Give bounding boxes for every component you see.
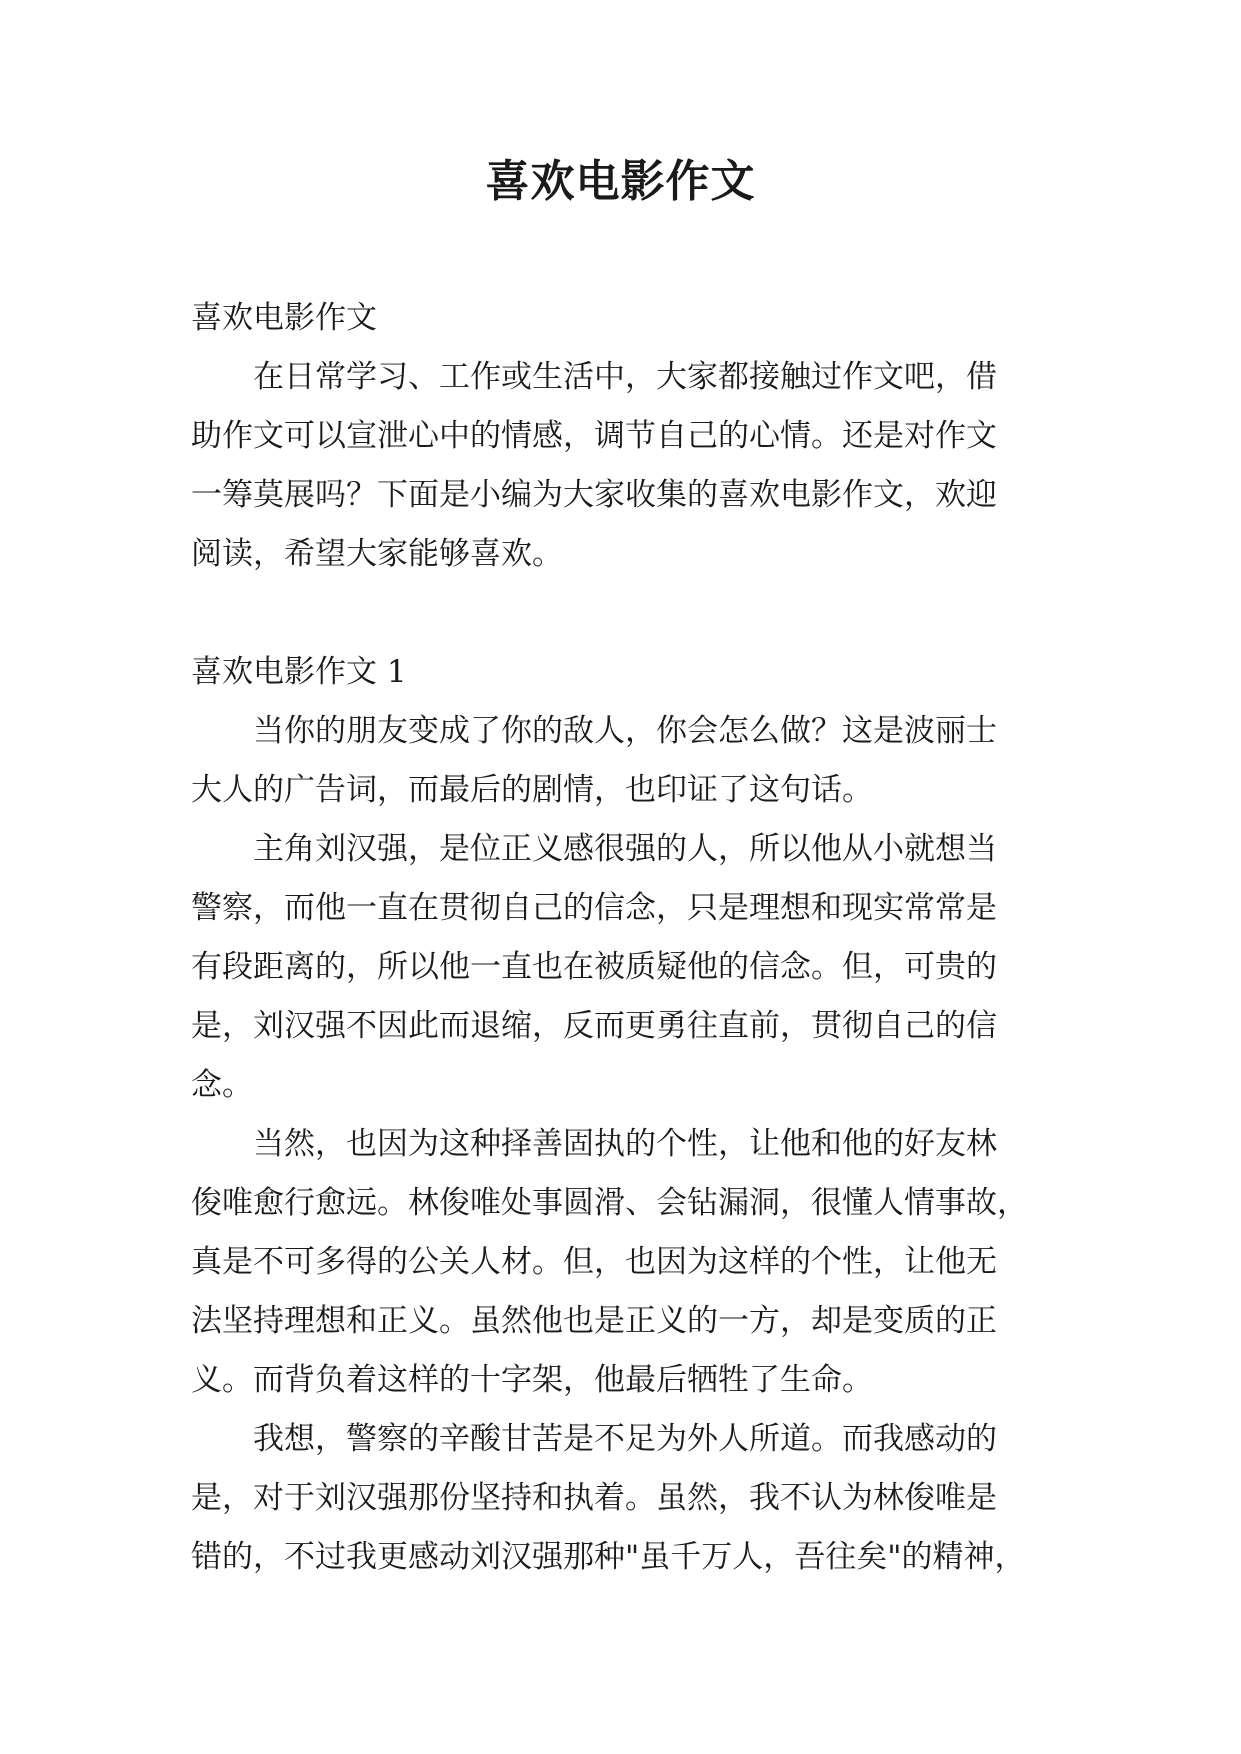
text-line: 法坚持理想和正义。虽然他也是正义的一方，却是变质的正 [191, 1303, 997, 1339]
text-line: 一筹莫展吗？下面是小编为大家收集的喜欢电影作文，欢迎 [191, 477, 997, 513]
text-line: 义。而背负着这样的十字架，他最后牺牲了生命。 [191, 1362, 873, 1398]
text-line: 是，对于刘汉强那份坚持和执着。虽然，我不认为林俊唯是 [191, 1480, 997, 1516]
text-line: 念。 [191, 1067, 253, 1103]
section-heading-essay-1: 喜欢电影作文 1 [191, 654, 407, 690]
text-line: 当你的朋友变成了你的敌人，你会怎么做？这是波丽士 [191, 713, 997, 749]
text-line: 在日常学习、工作或生活中，大家都接触过作文吧，借 [191, 359, 997, 395]
document-body [191, 289, 1053, 1587]
text-line: 我想，警察的辛酸甘苦是不足为外人所道。而我感动的 [191, 1421, 997, 1457]
text-line: 俊唯愈行愈远。林俊唯处事圆滑、会钻漏洞，很懂人情事故， [191, 1185, 1028, 1221]
text-line: 阅读，希望大家能够喜欢。 [191, 536, 563, 572]
section-heading-intro: 喜欢电影作文 [191, 300, 377, 336]
text-line: 大人的广告词，而最后的剧情，也印证了这句话。 [191, 772, 873, 808]
text-line: 错的，不过我更感动刘汉强那种"虽千万人，吾往矣"的精神， [191, 1539, 1026, 1575]
text-line: 有段距离的，所以他一直也在被质疑他的信念。但，可贵的 [191, 949, 997, 985]
text-line: 警察，而他一直在贯彻自己的信念，只是理想和现实常常是 [191, 890, 997, 926]
text-line: 真是不可多得的公关人材。但，也因为这样的个性，让他无 [191, 1244, 997, 1280]
text-line: 助作文可以宣泄心中的情感，调节自己的心情。还是对作文 [191, 418, 997, 454]
text-line: 是，刘汉强不因此而退缩，反而更勇往直前，贯彻自己的信 [191, 1008, 997, 1044]
document-title: 喜欢电影作文 [485, 156, 756, 207]
paragraph-spacer [191, 584, 1053, 643]
text-line: 当然，也因为这种择善固执的个性，让他和他的好友林 [191, 1126, 997, 1162]
text-line: 主角刘汉强，是位正义感很强的人，所以他从小就想当 [191, 831, 997, 867]
